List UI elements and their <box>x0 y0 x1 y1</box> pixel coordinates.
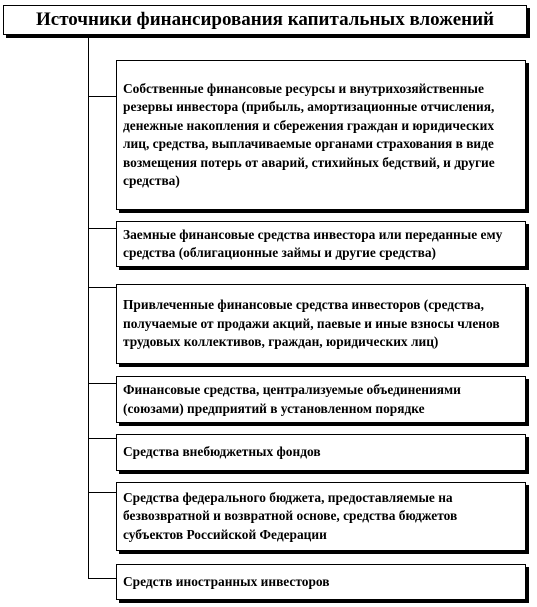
source-box-text: Заемные финансовые средства инвестора или переданные ему средства (облигационные займы и другие средства) <box>123 226 503 260</box>
source-box-attracted-funds <box>116 284 526 364</box>
source-box-text: Финансовые средства, централизуемые объединениями (союзами) предприятий в установленном порядке <box>123 382 461 416</box>
connector-branch <box>88 228 116 229</box>
source-box-own-funds <box>116 60 526 210</box>
source-box-borrowed-funds <box>116 221 526 267</box>
source-box-text: Собственные финансовые ресурсы и внутрихозяйственные резервы инвестора (прибыль, амортизационные отчисления, денежные накопления и сбережения граждан и юридических лиц, средства, выплачиваемые органами страхования в виде возмещения потерь от аварий, стихийных бедствий, и другие средства) <box>123 80 495 188</box>
source-box-centralized-funds <box>116 376 526 423</box>
source-box-text: Привлеченные финансовые средства инвесторов (средства, получаемые от продажи акций, паевые и иные взносы членов трудовых коллективов, граждан, юридических лиц) <box>123 297 500 350</box>
connector-trunk <box>88 36 89 579</box>
source-box-federal-budget <box>116 482 526 551</box>
connector-branch <box>88 383 116 384</box>
connector-branch <box>88 96 116 97</box>
diagram-title-text: Источники финансирования капитальных вложений <box>36 9 494 30</box>
source-box-text: Средства федерального бюджета, предоставляемые на безвозвратной и возвратной основе, средства бюджетов субъектов Российской Федерации <box>123 489 458 542</box>
connector-branch <box>88 438 116 439</box>
source-box-text: Средства внебюджетных фондов <box>123 444 321 460</box>
source-box-foreign-investors <box>116 564 526 600</box>
source-box-text: Средств иностранных инвесторов <box>123 573 330 589</box>
connector-branch <box>88 578 116 579</box>
diagram-title <box>3 5 527 35</box>
connector-branch <box>88 287 116 288</box>
source-box-extrabudgetary-funds <box>116 434 526 471</box>
connector-branch <box>88 492 116 493</box>
